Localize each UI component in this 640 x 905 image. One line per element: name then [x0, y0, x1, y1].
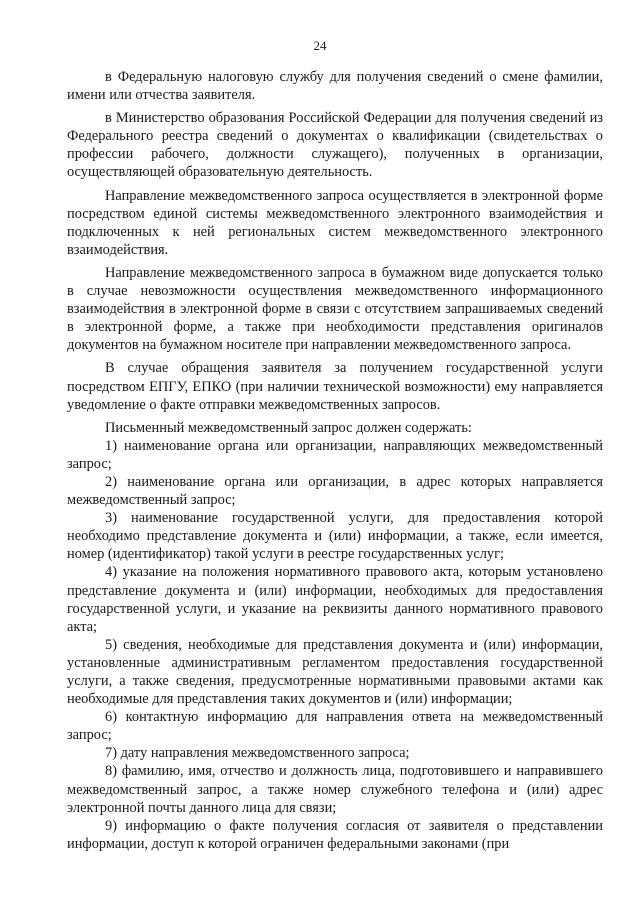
paragraph-3: Направление межведомственного запроса осуществляется в электронной форме посредством единой системы межведомственного электронного взаимодействия и подключенных к ней региональных систем межведомственного электронного взаимодействия.: [67, 187, 603, 258]
list-item-6: 6) контактную информацию для направления ответа на межведомственный запрос;: [67, 709, 603, 744]
list-item-3: 3) наименование государственной услуги, для предоставления которой необходимо представление документа и (или) информации, а также, если имеется, номер (идентификатор) такой услуги в реестре государственных услуг;: [67, 510, 603, 563]
list-item-7: 7) дату направления межведомственного запроса;: [105, 745, 410, 762]
list-item-1: 1) наименование органа или организации, направляющих межведомственный запрос;: [67, 437, 603, 472]
paragraph-4: Направление межведомственного запроса в бумажном виде допускается только в случае невозможности осуществления межведомственного информационного взаимодействия в электронной форме в связи с отсутствием запрашиваемых сведений в электронной форме, а также при необходимости представления оригиналов документов на бумажном носителе при направлении межведомственного запроса.: [67, 264, 603, 354]
paragraph-1: в Федеральную налоговую службу для получения сведений о смене фамилии, имени или отчества заявителя.: [67, 69, 603, 104]
paragraph-5: В случае обращения заявителя за получением государственной услуги посредством ЕПГУ, ЕПКО (при наличии технической возможности) ему направляется уведомление о факте отправки межведомственных запросов.: [67, 360, 603, 413]
document-body: [67, 68, 603, 853]
list-item-2: 2) наименование органа или организации, в адрес которых направляется межведомственный запрос;: [67, 473, 603, 509]
paragraph-6: Письменный межведомственный запрос должен содержать:: [105, 419, 472, 436]
list-item-4: 4) указание на положения нормативного правового акта, которым установлено представление документа и (или) информации, необходимых для предоставления государственной услуги, и указание на реквизиты данного нормативного правового акта;: [67, 564, 603, 635]
list-item-9: 9) информацию о факте получения согласия от заявителя о представлении информации, доступ к которой ограничен федеральными законами (при: [67, 817, 603, 852]
list-item-5: 5) сведения, необходимые для представления документа и (или) информации, установленные административным регламентом предоставления государственной услуги, а также сведения, предусмотренные нормативными правовыми актами как необходимые для представления таких документов и (или) информации;: [67, 636, 603, 708]
paragraph-2: в Министерство образования Российской Федерации для получения сведений из Федерального реестра сведений о документах о квалификации (свидетельствах о профессии рабочего, должности служащего), полученных в организации, осуществляющей образовательную деятельность.: [67, 110, 603, 181]
list-item-8: 8) фамилию, имя, отчество и должность лица, подготовившего и направившего межведомственный запрос, а также номер служебного телефона и (или) адрес электронной почты данного лица для связи;: [67, 763, 603, 816]
page-number: 24: [313, 38, 327, 53]
